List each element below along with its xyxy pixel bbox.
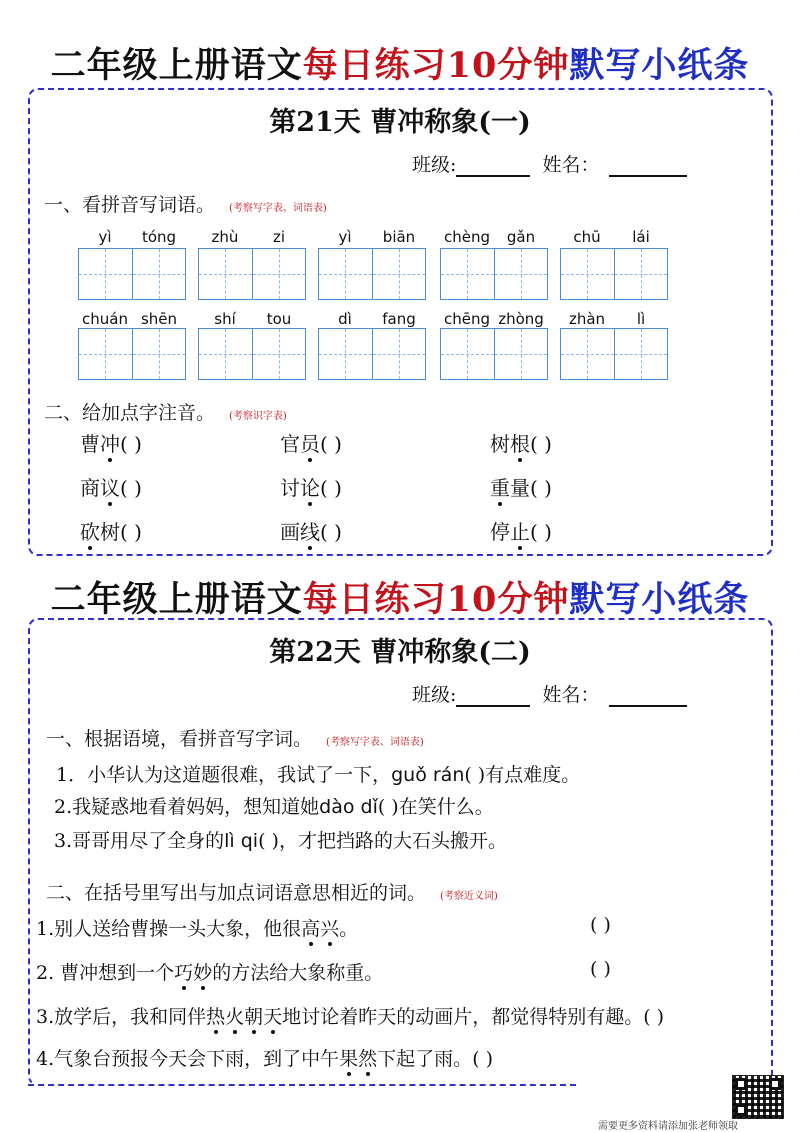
sentence-text: 2. 曹冲想到一个	[36, 962, 175, 984]
phonetic-item	[80, 516, 142, 545]
answer-blank[interactable]: ( )	[258, 830, 279, 852]
pinyin-syllable: dì	[338, 310, 352, 328]
pinyin-text: dào dǐ	[319, 796, 378, 818]
answer-blank[interactable]: ( )	[464, 764, 486, 786]
pinyin-syllable: shēn	[140, 310, 178, 328]
pinyin-label	[318, 228, 426, 246]
answer-blank[interactable]: ( )	[590, 958, 611, 980]
banner-part1: 二年级上册语文	[50, 45, 303, 86]
qr-code-icon	[732, 1075, 784, 1119]
tian-grid-box[interactable]	[318, 328, 426, 380]
tian-grid-box[interactable]	[440, 248, 548, 300]
sentence-text: 4.气象台预报今天会下雨，到了中午	[36, 1048, 340, 1070]
pinyin-syllable: zhàn	[568, 310, 606, 328]
answer-blank[interactable]: ( )	[590, 914, 611, 936]
pinyin-syllable: chēng	[443, 310, 490, 328]
name-label: 姓名：	[542, 684, 600, 706]
pinyin-syllable: chèng	[443, 228, 490, 246]
pinyin-syllable: shí	[214, 310, 236, 328]
context-sentence	[54, 792, 494, 819]
pinyin-syllable: lì	[636, 310, 646, 328]
dotted-char: 线	[300, 520, 320, 544]
sentence-text: 的方法给大象称重。	[212, 962, 384, 984]
phonetic-item	[490, 472, 552, 501]
dotted-word	[206, 1006, 282, 1028]
sentence-text: 有点难度。	[485, 764, 581, 786]
tian-cell[interactable]	[615, 329, 668, 379]
tian-cell[interactable]	[495, 249, 548, 299]
pinyin-syllable: fang	[382, 310, 416, 328]
pinyin-label	[198, 310, 306, 328]
phonetic-item	[490, 516, 552, 545]
dotted-char: 果	[339, 1048, 359, 1070]
context-sentence	[54, 826, 507, 853]
dotted-char: 议	[100, 476, 120, 500]
section-heading: 一、根据语境，看拼音写字词。	[46, 728, 313, 750]
tian-grid-box[interactable]	[560, 328, 668, 380]
class-label: 班级:	[412, 684, 457, 706]
tian-cell[interactable]	[373, 329, 426, 379]
phonetic-item	[280, 472, 342, 501]
banner-part1: 二年级上册语文	[50, 579, 303, 620]
answer-blank[interactable]: ( )	[120, 476, 142, 500]
pinyin-text: lì qi	[224, 830, 259, 852]
dotted-char: 止	[510, 520, 530, 544]
dotted-char: 火	[225, 1006, 245, 1028]
pinyin-syllable: zhòng	[498, 310, 544, 328]
dotted-word	[174, 962, 212, 984]
dotted-char: 根	[510, 432, 530, 456]
dotted-char: 论	[300, 476, 320, 500]
tian-cell[interactable]	[253, 329, 306, 379]
synonym-item	[36, 958, 383, 985]
day22-class-name-row	[412, 680, 687, 707]
context-sentence	[56, 760, 580, 787]
name-label: 姓名：	[542, 154, 600, 176]
pinyin-syllable: chuán	[82, 310, 128, 328]
pinyin-syllable: chū	[573, 228, 601, 246]
phonetic-item	[80, 472, 142, 501]
day22-section2-heading	[46, 878, 498, 905]
pinyin-syllable: gǎn	[506, 228, 536, 246]
card-bottom-edge	[28, 1084, 576, 1086]
sentence-text: 3.放学后，我和同伴	[36, 1006, 207, 1028]
pinyin-label	[78, 228, 186, 246]
dotted-char: 妙	[193, 962, 213, 984]
dotted-char: 高	[301, 918, 321, 940]
tian-grid-box[interactable]	[318, 248, 426, 300]
day22-title: 第22天 曹冲称象(二)	[269, 637, 531, 668]
section-heading: 二、给加点字注音。	[44, 402, 216, 424]
pinyin-syllable: tóng	[141, 228, 177, 246]
tian-cell[interactable]	[373, 249, 426, 299]
tian-grid-box[interactable]	[560, 248, 668, 300]
tian-cell[interactable]	[133, 249, 186, 299]
pinyin-syllable: yì	[338, 228, 352, 246]
answer-blank[interactable]: ( )	[120, 520, 142, 544]
day21-section1-heading	[44, 190, 327, 217]
tian-cell[interactable]	[319, 329, 373, 379]
banner-part2: 每日练习10分钟	[302, 579, 570, 620]
day21-section2-heading	[44, 398, 287, 425]
sentence-text: 地讨论着昨天的动画片，都觉得特别有趣。	[282, 1006, 644, 1028]
tian-cell[interactable]	[561, 249, 615, 299]
answer-blank[interactable]: ( )	[643, 1006, 665, 1028]
pinyin-label	[78, 310, 186, 328]
day22-section1-heading	[46, 724, 424, 751]
banner-part3: 默写小纸条	[569, 579, 750, 620]
sentence-text: 1.别人送给曹操一头大象，他很	[36, 918, 302, 940]
answer-blank[interactable]: ( )	[320, 520, 342, 544]
section-heading: 二、在括号里写出与加点词语意思相近的词。	[46, 882, 427, 904]
word-char: 画	[280, 520, 300, 544]
tian-grid-box[interactable]	[198, 328, 306, 380]
pinyin-syllable: zi	[272, 228, 286, 246]
dotted-char: 冲	[100, 432, 120, 456]
tian-cell[interactable]	[615, 249, 668, 299]
sentence-text: ，才把挡路的大石头搬开。	[278, 830, 507, 852]
answer-blank[interactable]: ( )	[472, 1048, 494, 1070]
page-banner	[0, 38, 800, 88]
word-char: 量	[510, 476, 530, 500]
answer-blank[interactable]: ( )	[120, 432, 142, 456]
dotted-word	[339, 1048, 377, 1070]
tian-cell[interactable]	[319, 249, 373, 299]
section-note: (考察写字表、词语表)	[326, 736, 424, 748]
answer-blank[interactable]: ( )	[320, 432, 342, 456]
section-note: (考察写字表、词语表)	[229, 202, 327, 214]
tian-cell[interactable]	[253, 249, 306, 299]
pinyin-label	[560, 228, 668, 246]
pinyin-syllable: zhù	[211, 228, 239, 246]
answer-blank[interactable]: ( )	[530, 520, 552, 544]
sentence-text: 在笑什么。	[398, 796, 494, 818]
answer-blank[interactable]: ( )	[530, 476, 552, 500]
word-char: 停	[490, 520, 510, 544]
sentence-text: 2.我疑惑地看着妈妈，想知道她	[54, 796, 320, 818]
footer-note: 需要更多资料请添加张老师领取	[598, 1121, 738, 1132]
phonetic-item	[280, 428, 342, 457]
word-char: 树	[100, 520, 120, 544]
phonetic-item	[490, 428, 552, 457]
section-note: (考察识字表)	[229, 410, 287, 422]
banner-part2: 每日练习10分钟	[302, 45, 570, 86]
tian-cell[interactable]	[133, 329, 186, 379]
pinyin-label	[440, 310, 548, 328]
tian-cell[interactable]	[79, 329, 133, 379]
synonym-item	[36, 1002, 664, 1029]
tian-grid-box[interactable]	[78, 248, 186, 300]
tian-cell[interactable]	[199, 249, 253, 299]
class-blank[interactable]	[456, 685, 530, 707]
section-heading: 一、看拼音写词语。	[44, 194, 216, 216]
pinyin-label	[318, 310, 426, 328]
tian-grid-box[interactable]	[78, 328, 186, 380]
answer-blank[interactable]: ( )	[320, 476, 342, 500]
sentence-text: 下起了雨。	[377, 1048, 473, 1070]
banner-part3: 默写小纸条	[569, 45, 750, 86]
synonym-item	[36, 1044, 493, 1071]
tian-cell[interactable]	[441, 329, 495, 379]
phonetic-item	[280, 516, 342, 545]
name-blank[interactable]	[609, 155, 687, 177]
synonym-item	[36, 914, 358, 941]
dotted-char: 朝	[244, 1006, 264, 1028]
sentence-text: 1．小华认为这道题很难，我试了一下，	[56, 764, 392, 786]
dotted-char: 热	[206, 1006, 226, 1028]
tian-cell[interactable]	[79, 249, 133, 299]
class-blank[interactable]	[456, 155, 530, 177]
sentence-text: 3.哥哥用尽了全身的	[54, 830, 225, 852]
dotted-char: 天	[263, 1006, 283, 1028]
name-blank[interactable]	[609, 685, 687, 707]
tian-grid-box[interactable]	[198, 248, 306, 300]
dotted-char: 员	[300, 432, 320, 456]
tian-cell[interactable]	[561, 329, 615, 379]
tian-cell[interactable]	[199, 329, 253, 379]
section-note: (考察近义词)	[440, 890, 498, 902]
dotted-char: 巧	[174, 962, 194, 984]
pinyin-syllable: yì	[98, 228, 112, 246]
dotted-char: 兴	[320, 918, 340, 940]
pinyin-syllable: biān	[382, 228, 416, 246]
pinyin-text: guǒ rán	[391, 764, 465, 786]
day21-class-name-row	[412, 150, 687, 177]
tian-cell[interactable]	[495, 329, 548, 379]
dotted-char: 砍	[80, 520, 100, 544]
dotted-word	[301, 918, 339, 940]
sentence-text: 。	[339, 918, 359, 940]
page-banner-2	[0, 572, 800, 622]
pinyin-label	[560, 310, 668, 328]
dotted-char: 重	[490, 476, 510, 500]
word-char: 讨	[280, 476, 300, 500]
word-char: 曹	[80, 432, 100, 456]
answer-blank[interactable]: ( )	[530, 432, 552, 456]
dotted-char: 然	[358, 1048, 378, 1070]
day21-title: 第21天 曹冲称象(一)	[269, 107, 531, 138]
word-char: 商	[80, 476, 100, 500]
pinyin-syllable: tou	[266, 310, 292, 328]
word-char: 官	[280, 432, 300, 456]
phonetic-item	[80, 428, 142, 457]
tian-cell[interactable]	[441, 249, 495, 299]
class-label: 班级:	[412, 154, 457, 176]
answer-blank[interactable]: ( )	[377, 796, 399, 818]
word-char: 树	[490, 432, 510, 456]
pinyin-label	[198, 228, 306, 246]
pinyin-syllable: lái	[632, 228, 650, 246]
pinyin-label	[440, 228, 548, 246]
tian-grid-box[interactable]	[440, 328, 548, 380]
